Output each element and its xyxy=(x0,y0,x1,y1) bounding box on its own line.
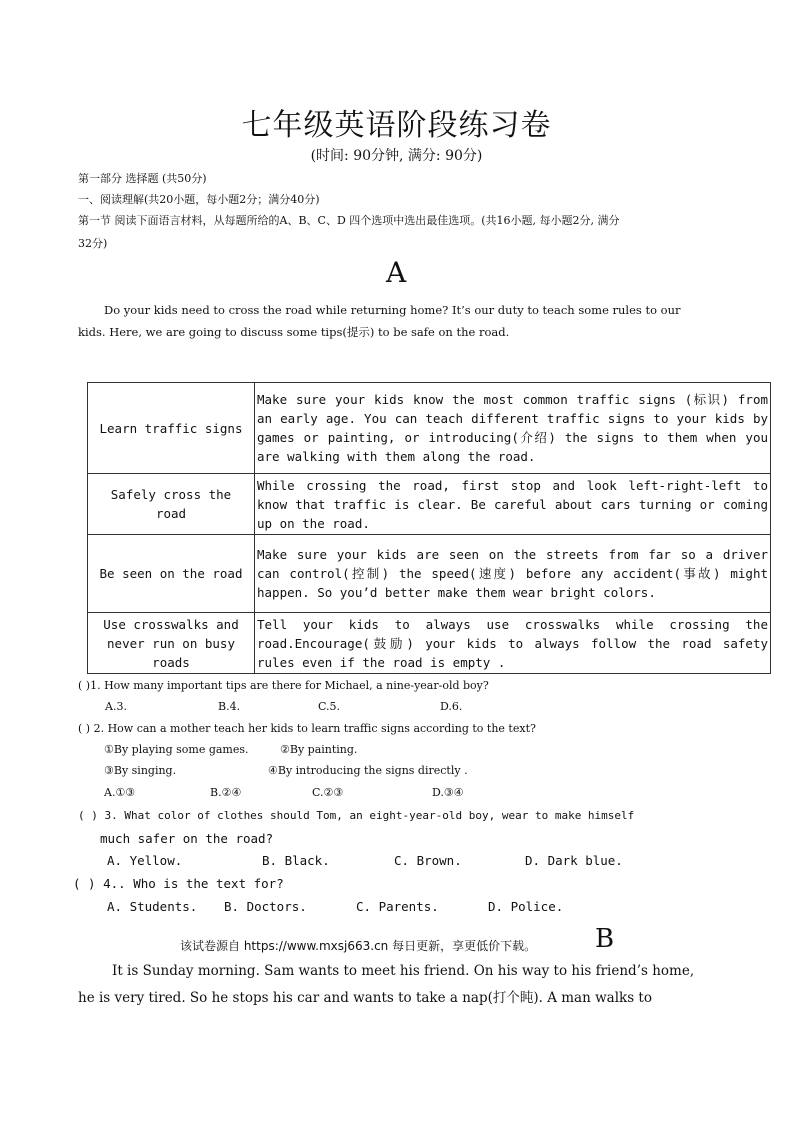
page-subtitle: (时间: 90分钟, 满分: 90分) xyxy=(310,148,483,164)
q1-option-a: A.3. xyxy=(105,700,127,713)
page-title: 七年级英语阶段练习卷 xyxy=(241,108,552,143)
table-row xyxy=(88,383,771,474)
q2-item-4: ④By introducing the signs directly . xyxy=(268,764,468,777)
tip-text: While crossing the road, first stop and look left-right-left to know that traffic is clear. Be careful about cars turning or coming up on the road. xyxy=(255,474,771,535)
q3-option-b: B. Black. xyxy=(262,853,330,868)
q2-item-3: ③By singing. xyxy=(104,764,177,777)
subsection-instruction: 第一节 阅读下面语言材料，从每题所给的A、B、C、D 四个选项中选出最佳选项。(共16小题, 每小题2分, 满分 xyxy=(78,214,620,227)
passage-a-intro: Do your kids need to cross the road while returning home? It’s our duty to teach some rules to our xyxy=(104,303,681,317)
q2-option-c: C.②③ xyxy=(312,786,344,799)
section-heading: 一、阅读理解(共20小题，每小题2分；满分40分) xyxy=(78,193,320,206)
tip-text: Make sure your kids know the most common traffic signs (标识) from an early age. You can teach different traffic signs to your kids by games or painting, or introducing(介绍) the signs to them when you are walking with them along the road. xyxy=(255,383,771,474)
q1-option-c: C.5. xyxy=(318,700,341,713)
passage-a-intro-cont: kids. Here, we are going to discuss some tips(提示) to be safe on the road. xyxy=(78,325,510,339)
tip-text: Tell your kids to always use crosswalks while crossing the road.Encourage(鼓励) your kids to always follow the road safety rules even if the road is empty . xyxy=(255,613,771,674)
question-3-stem-cont: much safer on the road? xyxy=(100,831,274,846)
question-2-stem: ( ) 2. How can a mother teach her kids to learn traffic signs according to the text? xyxy=(78,722,536,735)
tip-label: Be seen on the road xyxy=(88,535,255,613)
tip-label: Learn traffic signs xyxy=(88,383,255,474)
q4-option-b: B. Doctors. xyxy=(224,899,307,914)
q4-option-c: C. Parents. xyxy=(356,899,439,914)
table-row xyxy=(88,535,771,613)
q2-item-1: ①By playing some games. xyxy=(104,743,249,756)
q4-option-d: D. Police. xyxy=(488,899,564,914)
question-3-stem: ( ) 3. What color of clothes should Tom, an eight-year-old boy, wear to make himself xyxy=(78,809,635,822)
passage-b-letter: B xyxy=(595,924,615,954)
source-note: 该试卷源自 https://www.mxsj663.cn 每日更新，享更低价下载。 xyxy=(180,939,537,953)
table-row xyxy=(88,613,771,674)
q4-option-a: A. Students. xyxy=(107,899,198,914)
q2-item-2: ②By painting. xyxy=(280,743,358,756)
q2-option-b: B.②④ xyxy=(210,786,242,799)
tips-table xyxy=(87,382,771,674)
part-heading: 第一部分 选择题 (共50分) xyxy=(78,172,207,185)
table-row xyxy=(88,474,771,535)
q1-option-b: B.4. xyxy=(218,700,241,713)
subsection-instruction-cont: 32分) xyxy=(78,237,108,250)
q3-option-a: A. Yellow. xyxy=(107,853,183,868)
tip-text: Make sure your kids are seen on the streets from far so a driver can control(控制) the speed(速度) before any accident(事故) might happen. So you’d better make them wear bright colors. xyxy=(255,535,771,613)
passage-a-letter: A xyxy=(386,256,407,289)
q3-option-c: C. Brown. xyxy=(394,853,462,868)
tip-label: Safely cross the road xyxy=(88,474,255,535)
question-1-stem: ( )1. How many important tips are there for Michael, a nine-year-old boy? xyxy=(78,679,489,692)
passage-b-line: It is Sunday morning. Sam wants to meet his friend. On his way to his friend’s home, xyxy=(112,963,695,979)
tip-label: Use crosswalks and never run on busy roads xyxy=(88,613,255,674)
passage-b-line: he is very tired. So he stops his car and wants to take a nap(打个盹). A man walks to xyxy=(78,990,652,1006)
q2-option-d: D.③④ xyxy=(432,786,464,799)
q3-option-d: D. Dark blue. xyxy=(525,853,623,868)
q1-option-d: D.6. xyxy=(440,700,463,713)
question-4-stem: ( ) 4.. Who is the text for? xyxy=(73,876,284,891)
q2-option-a: A.①③ xyxy=(104,786,136,799)
